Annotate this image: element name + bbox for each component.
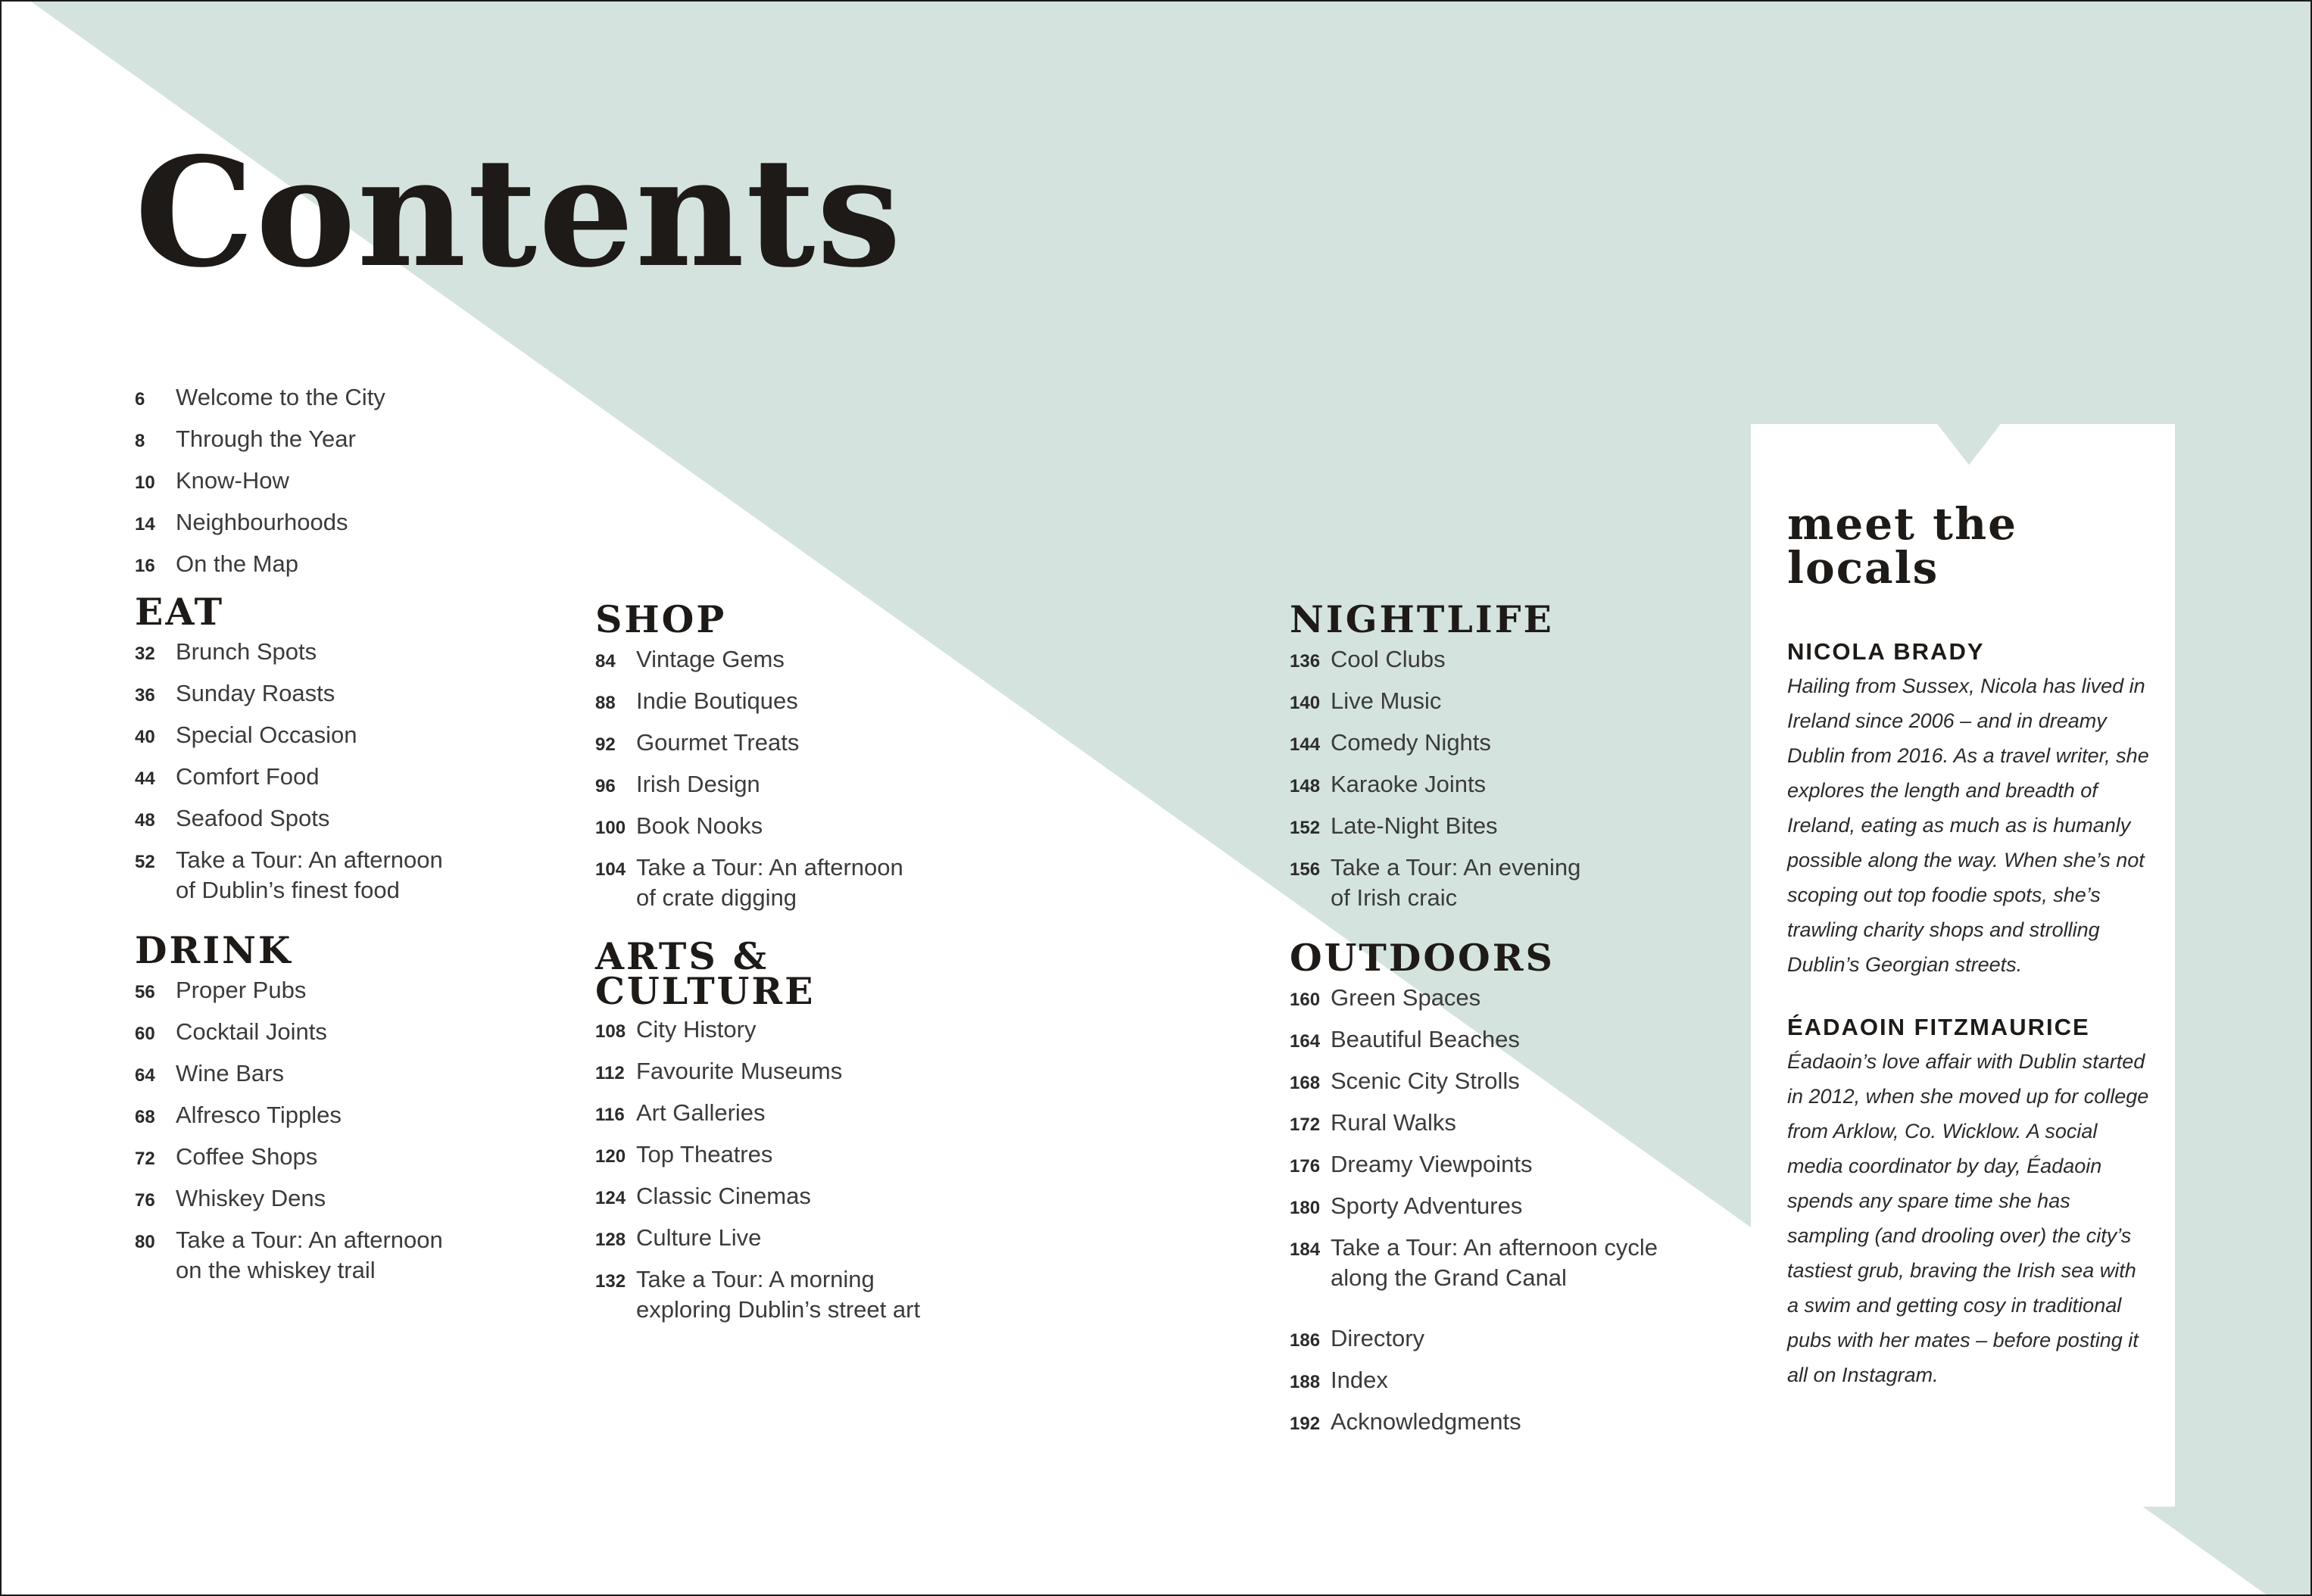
section-heading: DRINK [135,928,293,972]
toc-entry[interactable] [135,975,559,1005]
page-number: 148 [1290,776,1321,796]
entry-label: Special Occasion [176,722,357,748]
toc-entry[interactable] [1290,769,1729,800]
page-number: 180 [1290,1198,1321,1218]
toc-entry[interactable] [595,686,1050,716]
page-number: 32 [135,644,155,664]
toc-entry[interactable] [135,382,559,413]
meet-the-locals [1787,498,2151,1424]
page-number: 48 [135,810,155,831]
entry-label: Karaoke Joints [1331,771,1487,797]
toc-entry[interactable] [595,853,1050,913]
toc-entry[interactable] [135,762,559,792]
local-name: NICOLA BRADY [1787,638,1985,665]
toc-entry[interactable] [1290,728,1729,758]
column-right [1290,597,1729,1463]
toc-entry[interactable] [1290,1365,1729,1395]
local-bio: Hailing from Sussex, Nicola has lived in Ireland since 2006 – and in dreamy Dublin from 2016. As a travel writer, she explores the length and breadth of Ireland, eating as much as is humanly possible along the way. When she’s not scoping out top foodie spots, she’s trawling charity shops and strolling Dublin’s Georgian streets. [1787,675,2149,976]
toc-entry[interactable] [135,549,559,579]
outdoors-list [1290,983,1729,1293]
toc-entry[interactable] [1290,853,1729,913]
section-eat [135,590,559,906]
toc-entry[interactable] [1290,1024,1729,1055]
page-number: 44 [135,768,155,789]
panel-notch [1935,421,2003,465]
page-number: 152 [1290,818,1321,838]
toc-entry[interactable] [595,1015,1050,1045]
toc-entry[interactable] [1290,644,1729,675]
entry-label: Take a Tour: A morning exploring Dublin’s street art [636,1266,921,1323]
local-name: ÉADAOIN FITZMAURICE [1787,1014,2090,1040]
entry-label: Take a Tour: An afternoon cycle along the Grand Canal [1331,1234,1658,1291]
eat-list [135,637,559,906]
page-number: 116 [595,1105,625,1125]
page-number: 16 [135,556,155,576]
local-profile [1787,638,2151,982]
toc-entry[interactable] [1290,1191,1729,1221]
intro-section [135,382,559,579]
toc-entry[interactable] [135,678,559,709]
section-heading: NIGHTLIFE [1290,597,1554,641]
entry-label: Cool Clubs [1331,646,1446,672]
toc-entry[interactable] [1290,1233,1729,1293]
page-number: 100 [595,818,626,838]
page-number: 156 [1290,859,1321,880]
entry-label: Dreamy Viewpoints [1331,1151,1533,1177]
page-number: 76 [135,1190,155,1211]
entry-label: Rural Walks [1331,1109,1456,1136]
toc-entry[interactable] [135,720,559,750]
entry-label: Seafood Spots [176,805,330,831]
toc-entry[interactable] [1290,686,1729,716]
toc-entry[interactable] [1290,1108,1729,1138]
page-number: 40 [135,727,155,747]
entry-label: Welcome to the City [176,384,385,410]
entry-label: Sporty Adventures [1331,1192,1523,1219]
entry-label: Know-How [176,467,289,494]
page-number: 136 [1290,651,1321,672]
page-number: 192 [1290,1414,1321,1434]
entry-label: Alfresco Tipples [176,1102,342,1128]
drink-list [135,975,559,1286]
toc-entry[interactable] [595,1056,1050,1086]
entry-label: Late-Night Bites [1331,812,1498,839]
entry-label: Vintage Gems [636,646,785,672]
toc-entry[interactable] [595,1098,1050,1128]
entry-label: Gourmet Treats [636,729,800,756]
intro-list [135,382,559,579]
toc-entry[interactable] [1290,1407,1729,1437]
local-bio: Éadaoin’s love affair with Dublin started in 2012, when she moved up for college from Arklow, Co. Wicklow. A social media coordinator by day, Éadaoin spends any spare time she has sampling (and drooling over) the city’s tastiest grub, braving the Irish sea with a swim and getting cosy in traditional pubs with her mates – before posting it all on Instagram. [1787,1050,2149,1386]
page-number: 172 [1290,1114,1321,1135]
page-number: 60 [135,1024,155,1044]
entry-label: Favourite Museums [636,1058,843,1084]
toc-entry[interactable] [135,803,559,834]
page-number: 6 [135,389,145,410]
page-number: 104 [595,859,626,880]
section-heading: OUTDOORS [1290,936,1555,980]
column-left [135,382,559,1311]
toc-entry[interactable] [595,1223,1050,1253]
entry-label: Take a Tour: An evening of Irish craic [1331,854,1581,911]
page-number: 120 [595,1146,626,1167]
toc-entry[interactable] [1290,811,1729,841]
page-number: 52 [135,852,155,872]
page-number: 184 [1290,1239,1321,1260]
toc-entry[interactable] [1290,1066,1729,1096]
page-number: 176 [1290,1156,1321,1177]
nightlife-list [1290,644,1729,913]
entry-label: Beautiful Beaches [1331,1026,1520,1052]
entry-label: Take a Tour: An afternoon of crate digging [636,854,903,911]
backmatter-section [1290,1323,1729,1437]
entry-label: Culture Live [636,1224,762,1251]
column-middle [595,597,1050,1351]
section-shop [595,597,1050,913]
entry-label: Brunch Spots [176,638,317,665]
page-number: 10 [135,472,155,493]
entry-label: Scenic City Strolls [1331,1068,1520,1094]
arts-list [595,1015,1050,1325]
locals-title: meet the locals [1787,498,2018,594]
toc-entry[interactable] [135,424,559,454]
entry-label: Directory [1331,1325,1425,1351]
page-number: 8 [135,431,145,451]
toc-entry[interactable] [135,1183,559,1214]
entry-label: Take a Tour: An afternoon on the whiskey trail [176,1227,443,1283]
backmatter-list [1290,1323,1729,1437]
entry-label: Art Galleries [636,1099,766,1126]
page-number: 108 [595,1021,626,1042]
section-arts-culture [595,934,1050,1325]
toc-entry[interactable] [135,507,559,538]
page-number: 14 [135,514,155,535]
toc-entry[interactable] [595,1181,1050,1211]
entry-label: Index [1331,1367,1388,1393]
toc-entry[interactable] [595,1139,1050,1170]
section-nightlife [1290,597,1729,913]
toc-entry[interactable] [135,1142,559,1172]
toc-entry[interactable] [595,1264,1050,1325]
section-outdoors [1290,936,1729,1293]
entry-label: Whiskey Dens [176,1185,326,1211]
entry-label: Green Spaces [1331,984,1481,1011]
page-number: 140 [1290,693,1321,713]
toc-entry[interactable] [595,728,1050,758]
toc-entry[interactable] [135,1058,559,1089]
page-number: 160 [1290,990,1321,1010]
page-number: 188 [1290,1372,1321,1392]
entry-label: Indie Boutiques [636,687,798,714]
entry-label: Top Theatres [636,1141,773,1167]
toc-entry[interactable] [135,1017,559,1047]
entry-label: Classic Cinemas [636,1183,811,1209]
toc-entry[interactable] [595,811,1050,841]
toc-entry[interactable] [135,637,559,667]
entry-label: Proper Pubs [176,977,307,1003]
toc-entry[interactable] [595,769,1050,800]
section-heading: ARTS & CULTURE [595,934,816,1013]
entry-label: Neighbourhoods [176,509,348,535]
toc-entry[interactable] [135,1100,559,1130]
entry-label: City History [636,1016,757,1043]
entry-label: Acknowledgments [1331,1408,1521,1435]
entry-label: Live Music [1331,687,1442,714]
entry-label: Irish Design [636,771,760,797]
page-number: 124 [595,1188,626,1208]
entry-label: On the Map [176,550,298,577]
toc-entry[interactable] [135,466,559,496]
entry-label: Take a Tour: An afternoon of Dublin’s finest food [176,846,443,903]
page-number: 80 [135,1232,155,1252]
entry-label: Book Nooks [636,812,763,839]
toc-entry[interactable] [1290,1149,1729,1180]
page-number: 72 [135,1149,155,1169]
shop-list [595,644,1050,913]
toc-entry[interactable] [135,845,559,906]
section-heading: SHOP [595,597,727,641]
local-profile [1787,1014,2151,1392]
page-title: Contents [135,124,903,301]
page-number: 36 [135,685,155,706]
page-number: 88 [595,693,616,713]
page-number: 96 [595,776,616,796]
page-number: 186 [1290,1330,1321,1351]
entry-label: Comedy Nights [1331,729,1491,756]
entry-label: Coffee Shops [176,1143,318,1170]
entry-label: Through the Year [176,425,356,452]
page-number: 56 [135,982,155,1002]
toc-entry[interactable] [1290,1323,1729,1354]
entry-label: Cocktail Joints [176,1018,327,1045]
entry-label: Sunday Roasts [176,680,335,706]
section-drink [135,928,559,1286]
page-number: 144 [1290,734,1321,755]
page-number: 112 [595,1063,625,1083]
entry-label: Wine Bars [176,1060,284,1086]
page-number: 164 [1290,1031,1321,1052]
page-number: 92 [595,734,616,755]
entry-label: Comfort Food [176,763,320,790]
section-heading: EAT [135,590,225,634]
page-number: 128 [595,1230,626,1250]
page-number: 68 [135,1107,155,1127]
page-number: 132 [595,1271,626,1292]
toc-entry[interactable] [595,644,1050,675]
page-number: 84 [595,651,616,672]
page-number: 168 [1290,1073,1321,1093]
toc-entry[interactable] [1290,983,1729,1013]
toc-entry[interactable] [135,1225,559,1286]
page-number: 64 [135,1065,155,1086]
